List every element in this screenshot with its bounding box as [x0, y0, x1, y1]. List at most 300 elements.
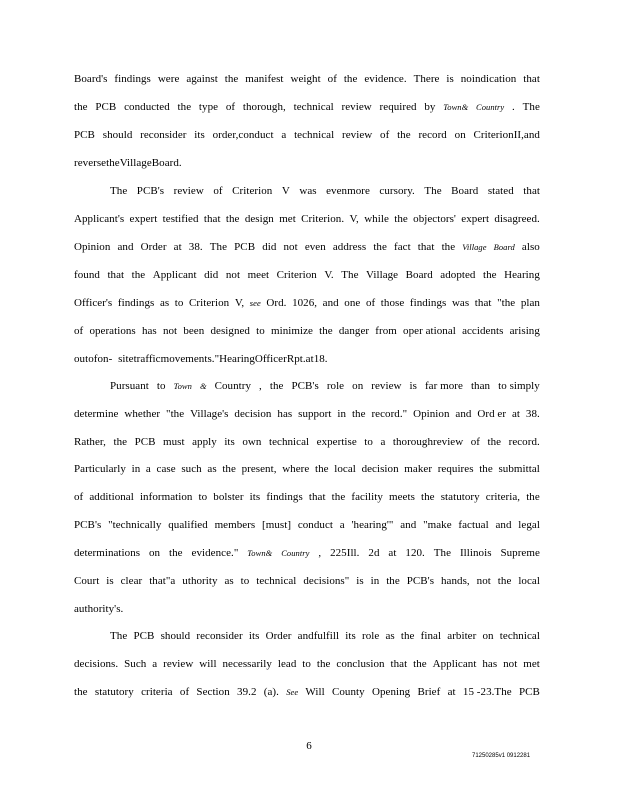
- word: 2d: [368, 547, 380, 559]
- text-line: [74, 602, 540, 616]
- word: technical: [268, 436, 310, 448]
- text-line: [74, 268, 540, 282]
- word: will: [199, 658, 217, 670]
- word: 225Ill.: [330, 547, 360, 559]
- word: Applicant: [152, 269, 197, 281]
- word: disagreed.: [494, 213, 540, 225]
- italic-word: Town: [173, 381, 192, 391]
- word: members: [214, 519, 256, 531]
- word: the: [386, 575, 400, 587]
- word: The: [522, 101, 540, 113]
- text-line: [74, 685, 540, 699]
- word: that: [203, 213, 221, 225]
- word: 120.: [405, 547, 425, 559]
- word: is: [446, 73, 454, 85]
- word: conclusion: [336, 658, 385, 670]
- word: the: [169, 547, 183, 559]
- word: of: [74, 325, 84, 337]
- word: findings: [409, 297, 447, 309]
- word: Ord er: [477, 408, 507, 420]
- word: the: [397, 129, 411, 141]
- word: Court: [74, 575, 100, 587]
- text-line: [74, 128, 540, 142]
- word: by: [424, 101, 436, 113]
- word: Village's: [190, 408, 229, 420]
- word: such: [181, 463, 202, 475]
- italic-word: See: [286, 687, 299, 697]
- word: 38.: [188, 241, 203, 253]
- word: the: [351, 408, 366, 420]
- word: "make: [423, 519, 452, 531]
- word: Rather,: [74, 436, 106, 448]
- word: review: [173, 185, 204, 197]
- word: review: [341, 101, 372, 113]
- word: its: [224, 436, 235, 448]
- word: uthority: [182, 575, 218, 587]
- word: local: [518, 575, 540, 587]
- word: at: [511, 408, 521, 420]
- word: Opinion: [413, 408, 450, 420]
- word: must: [163, 436, 185, 448]
- word: that: [523, 185, 540, 197]
- word: Opinion: [74, 241, 111, 253]
- word: The: [341, 269, 359, 281]
- word: 1026,: [292, 297, 318, 309]
- word: found: [74, 269, 100, 281]
- word: 39.2: [237, 686, 257, 698]
- word: role: [361, 630, 380, 642]
- word: Section: [196, 686, 230, 698]
- word: were: [157, 73, 180, 85]
- word: County: [332, 686, 365, 698]
- word: to: [174, 297, 184, 309]
- word: ,: [318, 547, 322, 559]
- word: the: [331, 491, 346, 503]
- word: been: [183, 325, 205, 337]
- word: The: [424, 185, 442, 197]
- word: as: [385, 630, 395, 642]
- text-line: [74, 100, 540, 114]
- word: stated: [487, 185, 514, 197]
- word: PCB: [74, 129, 95, 141]
- word: the: [131, 269, 146, 281]
- word: was: [451, 297, 470, 309]
- word: a: [281, 129, 287, 141]
- word: PCB's: [406, 575, 435, 587]
- document-id: 71250285v1 0912281: [472, 753, 531, 759]
- word: the: [177, 101, 192, 113]
- word: plan: [520, 297, 540, 309]
- word: the: [400, 630, 415, 642]
- word: is: [106, 575, 114, 587]
- word: The: [209, 241, 228, 253]
- word: not: [283, 241, 298, 253]
- word: is: [356, 575, 364, 587]
- word: bolster: [213, 491, 244, 503]
- word: record.: [508, 436, 540, 448]
- word: the: [413, 658, 427, 670]
- word: expertise: [316, 436, 357, 448]
- text-line: [74, 518, 540, 532]
- word: and: [400, 519, 417, 531]
- word: on: [149, 547, 161, 559]
- text-line: [74, 72, 540, 86]
- word: record: [418, 129, 447, 141]
- word: minimize: [270, 325, 313, 337]
- word: criteria,: [485, 491, 521, 503]
- word: met: [523, 658, 540, 670]
- word: cursory.: [379, 185, 415, 197]
- word: and: [322, 297, 339, 309]
- word: V,: [234, 297, 245, 309]
- word: of: [88, 353, 98, 365]
- word: reconsider: [140, 129, 187, 141]
- word: on: [482, 630, 494, 642]
- word: information: [139, 491, 193, 503]
- word: its: [194, 129, 205, 141]
- word: the: [224, 73, 239, 85]
- text-line: [74, 324, 540, 338]
- word: findings: [117, 297, 155, 309]
- word: technical: [499, 630, 540, 642]
- word: .: [512, 101, 515, 113]
- word: review: [163, 658, 194, 670]
- italic-word: Board: [493, 242, 515, 252]
- text-line: [74, 490, 540, 504]
- word: should: [160, 630, 191, 642]
- word: reverse: [74, 157, 107, 169]
- word: of: [365, 297, 376, 309]
- word: technical: [256, 575, 297, 587]
- word: did: [204, 269, 219, 281]
- word: The: [433, 547, 452, 559]
- word: whether: [124, 408, 161, 420]
- word: Criterion: [189, 297, 230, 309]
- word: PCB: [234, 241, 256, 253]
- word: while: [364, 213, 389, 225]
- word: of: [470, 436, 481, 448]
- text-line: [74, 546, 540, 560]
- word: maker: [404, 463, 433, 475]
- word: oper ational: [403, 325, 456, 337]
- word: reconsider: [196, 630, 243, 642]
- word: Hearing: [219, 353, 255, 365]
- word: expert: [461, 213, 490, 225]
- word: accidents: [462, 325, 504, 337]
- word: to: [302, 658, 311, 670]
- word: arbiter: [447, 630, 477, 642]
- word: PCB: [133, 630, 155, 642]
- word: technical: [293, 101, 334, 113]
- word: to: [240, 575, 250, 587]
- word: that: [390, 658, 408, 670]
- text-line: [110, 629, 540, 643]
- word: criteria: [141, 686, 173, 698]
- word: the: [394, 213, 408, 225]
- word: evenmore: [326, 185, 370, 197]
- word: thoroughreview: [392, 436, 464, 448]
- word: where: [282, 463, 310, 475]
- word: Board's: [74, 73, 108, 85]
- word: lead: [277, 658, 297, 670]
- word: decisions.: [74, 658, 119, 670]
- word: is: [409, 380, 417, 392]
- word: not: [503, 658, 518, 670]
- word: the: [482, 269, 497, 281]
- word: noindication: [460, 73, 517, 85]
- word: against: [186, 73, 218, 85]
- word: Board: [451, 185, 479, 197]
- word: to: [256, 325, 265, 337]
- word: "the: [497, 297, 516, 309]
- word: from: [375, 325, 397, 337]
- text-line: [74, 574, 540, 588]
- word: of: [74, 491, 84, 503]
- word: statutory: [440, 491, 480, 503]
- word: Order: [140, 241, 167, 253]
- word: meets: [389, 491, 415, 503]
- word: order,conduct: [212, 129, 274, 141]
- italic-word: Country: [281, 548, 310, 558]
- word: PCB's: [136, 185, 165, 197]
- word: the: [487, 436, 502, 448]
- word: met: [279, 213, 296, 225]
- word: conduct: [297, 519, 333, 531]
- word: that: [308, 491, 326, 503]
- word: the: [526, 491, 540, 503]
- word: a: [339, 519, 345, 531]
- word: Country: [214, 380, 252, 392]
- word: as: [224, 575, 234, 587]
- text-line: [74, 212, 540, 226]
- word: and: [455, 408, 472, 420]
- word: V.: [324, 269, 334, 281]
- word: authority's.: [74, 603, 124, 615]
- word: technical: [294, 129, 335, 141]
- text-line: [110, 184, 540, 198]
- word: the: [479, 463, 493, 475]
- word: 38.: [525, 408, 540, 420]
- word: Criterion.: [301, 213, 345, 225]
- word: Brief: [417, 686, 441, 698]
- word: adopted: [440, 269, 476, 281]
- word: Ord.: [266, 297, 287, 309]
- word: its: [248, 630, 260, 642]
- word: clear: [120, 575, 143, 587]
- word: that: [417, 241, 435, 253]
- text-line: [74, 240, 540, 254]
- word: the: [225, 213, 240, 225]
- word: thorough,: [242, 101, 286, 113]
- word: than: [470, 380, 491, 392]
- word: Order: [265, 630, 292, 642]
- italic-word: &: [199, 381, 207, 391]
- word: V,: [349, 213, 359, 225]
- word: Opening: [371, 686, 411, 698]
- word: Illinois: [459, 547, 492, 559]
- word: evidence.: [364, 73, 407, 85]
- word: statutory: [94, 686, 134, 698]
- word: CriterionII,and: [473, 129, 540, 141]
- italic-word: see: [249, 298, 261, 308]
- word: a: [380, 436, 386, 448]
- word: 18.: [313, 353, 328, 365]
- word: apply: [192, 436, 217, 448]
- word: to: [156, 380, 166, 392]
- word: not: [476, 575, 491, 587]
- word: role: [326, 380, 345, 392]
- word: to: [364, 436, 373, 448]
- word: review: [342, 129, 373, 141]
- word: determinations: [74, 547, 141, 559]
- word: Supreme: [500, 547, 540, 559]
- word: its: [249, 491, 261, 503]
- word: "technically: [108, 519, 162, 531]
- word: present,: [241, 463, 277, 475]
- word: danger: [338, 325, 370, 337]
- word: and: [495, 519, 512, 531]
- word: address: [332, 241, 367, 253]
- word: to: [198, 491, 208, 503]
- word: design: [244, 213, 274, 225]
- word: VillageBoard.: [119, 157, 182, 169]
- word: the: [497, 575, 512, 587]
- word: even: [304, 241, 326, 253]
- word: the: [222, 463, 236, 475]
- word: PCB: [134, 436, 156, 448]
- word: support: [298, 408, 332, 420]
- word: The: [110, 630, 128, 642]
- word: as: [159, 297, 170, 309]
- word: requires: [437, 463, 474, 475]
- word: evidence.": [191, 547, 239, 559]
- word: of: [179, 686, 190, 698]
- word: 15 -23.The: [462, 686, 512, 698]
- word: and: [117, 241, 134, 253]
- word: necessarily: [222, 658, 272, 670]
- italic-word: Town&: [443, 102, 469, 112]
- word: the: [316, 658, 331, 670]
- word: its: [345, 630, 356, 642]
- word: fact: [394, 241, 411, 253]
- word: on- site: [97, 353, 134, 365]
- word: Officer's: [74, 297, 113, 309]
- word: Criterion: [232, 185, 273, 197]
- word: ,: [259, 380, 262, 392]
- word: the: [74, 686, 88, 698]
- text-line: [110, 379, 540, 393]
- word: required: [379, 101, 417, 113]
- word: final: [420, 630, 442, 642]
- word: also: [521, 241, 540, 253]
- word: Applicant: [432, 658, 477, 670]
- word: a: [145, 463, 151, 475]
- word: at: [173, 241, 182, 253]
- word: not: [225, 269, 241, 281]
- word: additional: [89, 491, 134, 503]
- text-line: [74, 407, 540, 421]
- word: the: [441, 241, 456, 253]
- word: legal: [518, 519, 540, 531]
- word: has: [277, 408, 293, 420]
- word: was: [299, 185, 317, 197]
- text-line: [74, 296, 540, 310]
- word: arising: [509, 325, 540, 337]
- word: the: [421, 491, 435, 503]
- word: the: [343, 73, 358, 85]
- word: Village: [366, 269, 399, 281]
- word: to simply: [498, 380, 540, 392]
- word: has: [482, 658, 498, 670]
- text-line: [74, 435, 540, 449]
- word: the: [373, 241, 387, 253]
- word: qualified: [168, 519, 208, 531]
- word: 'hearing'": [351, 519, 394, 531]
- word: should: [102, 129, 133, 141]
- word: the: [269, 380, 284, 392]
- word: the: [74, 101, 88, 113]
- word: case: [156, 463, 176, 475]
- word: findings: [266, 491, 303, 503]
- word: the: [113, 436, 128, 448]
- word: hands,: [440, 575, 470, 587]
- word: objectors': [413, 213, 456, 225]
- word: Board: [405, 269, 433, 281]
- word: Hearing: [504, 269, 540, 281]
- word: has: [141, 325, 157, 337]
- word: at: [447, 686, 456, 698]
- word: weight: [290, 73, 321, 85]
- word: submittal: [498, 463, 540, 475]
- word: decision: [234, 408, 272, 420]
- word: of: [380, 129, 390, 141]
- word: operations: [89, 325, 136, 337]
- word: Pursuant: [110, 380, 149, 392]
- word: not: [162, 325, 178, 337]
- word: record.": [371, 408, 408, 420]
- word: local: [334, 463, 356, 475]
- page-number: 6: [306, 740, 312, 752]
- italic-word: Town&: [247, 548, 273, 558]
- word: factual: [458, 519, 489, 531]
- word: There: [413, 73, 440, 85]
- word: that: [107, 269, 125, 281]
- word: at: [305, 353, 314, 365]
- word: that: [474, 297, 492, 309]
- word: that"a: [149, 575, 176, 587]
- word: Rpt.: [286, 353, 306, 365]
- word: as: [207, 463, 217, 475]
- word: those: [380, 297, 405, 309]
- word: in: [337, 408, 347, 420]
- word: meet: [247, 269, 270, 281]
- word: Officer: [254, 353, 287, 365]
- word: manifest: [245, 73, 284, 85]
- word: review: [371, 380, 402, 392]
- word: in: [370, 575, 380, 587]
- word: Applicant's: [74, 213, 125, 225]
- text-line: [74, 352, 540, 366]
- word: decision: [361, 463, 399, 475]
- word: conducted: [124, 101, 170, 113]
- word: PCB: [95, 101, 117, 113]
- word: at: [388, 547, 397, 559]
- word: facility: [351, 491, 383, 503]
- word: Criterion: [276, 269, 317, 281]
- word: V: [281, 185, 290, 197]
- word: a: [152, 658, 158, 670]
- word: (a).: [263, 686, 279, 698]
